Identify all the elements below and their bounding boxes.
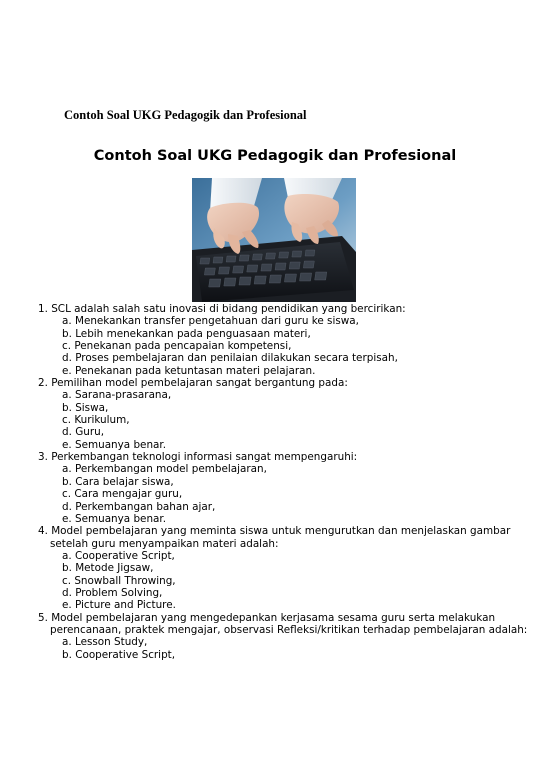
answer-option: c. Cara mengajar guru, [62,488,183,501]
answer-option: b. Cara belajar siswa, [62,475,174,488]
answer-option: d. Guru, [62,426,104,439]
answer-option: a. Perkembangan model pembelajaran, [62,463,267,476]
question-text: 5. Model pembelajaran yang mengedepankan kerjasama sesama guru serta melakukan perencanaan, praktek mengajar, observasi Refleksi/kritikan terhadap pembelajaran adalah: [38,611,528,636]
question-2 [38,377,528,451]
running-header: Contoh Soal UKG Pedagogik dan Profesional [64,108,307,122]
answer-option: a. Menekankan transfer pengetahuan dari guru ke siswa, [62,315,359,328]
answer-option: d. Problem Solving, [62,586,163,599]
answer-option: b. Metode Jigsaw, [62,562,154,575]
laptop-typing-illustration [192,178,356,302]
answer-option: d. Perkembangan bahan ajar, [62,500,216,513]
answer-option: c. Kurikulum, [62,414,130,427]
question-1 [38,303,528,377]
answer-option: d. Proses pembelajaran dan penilaian dilakukan secara terpisah, [62,352,398,365]
answer-option: e. Semuanya benar. [62,512,167,525]
question-text: 3. Perkembangan teknologi informasi sangat mempengaruhi: [38,451,358,464]
answer-option: e. Semuanya benar. [62,438,167,451]
answer-option: b. Lebih menekankan pada penguasaan materi, [62,327,311,340]
question-4 [38,525,528,611]
question-text: 1. SCL adalah salah satu inovasi di bidang pendidikan yang bercirikan: [38,303,406,315]
document-title: Contoh Soal UKG Pedagogik dan Profesional [93,148,457,164]
question-3 [38,451,528,525]
answer-option: c. Penekanan pada pencapaian kompetensi, [62,340,292,353]
question-5 [38,612,528,661]
answer-option: a. Lesson Study, [62,636,148,649]
answer-option: e. Picture and Picture. [62,599,176,612]
question-text: 2. Pemilihan model pembelajaran sangat bergantung pada: [38,377,348,390]
answer-option: e. Penekanan pada ketuntasan materi pelajaran. [62,364,316,377]
question-list [38,303,528,661]
answer-option: a. Sarana-prasarana, [62,389,172,402]
answer-option: b. Cooperative Script, [62,648,176,661]
answer-option: c. Snowball Throwing, [62,574,176,587]
answer-option: b. Siswa, [62,401,109,414]
question-text: 4. Model pembelajaran yang meminta siswa untuk mengurutkan dan menjelaskan gambar setelah guru menyampaikan materi adalah: [38,525,511,550]
laptop-typing-photo [192,178,356,302]
answer-option: a. Cooperative Script, [62,549,175,562]
